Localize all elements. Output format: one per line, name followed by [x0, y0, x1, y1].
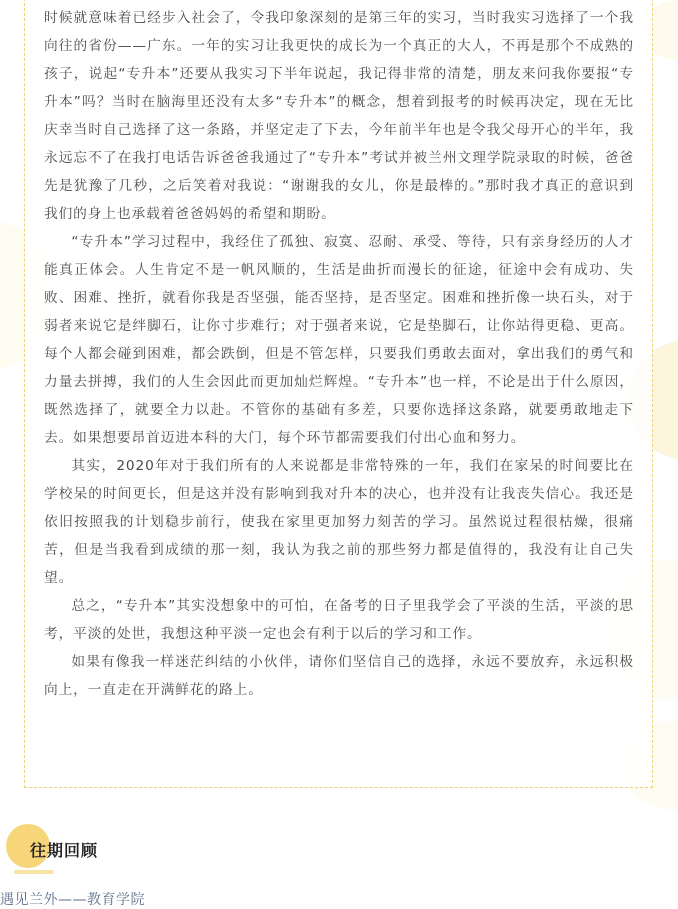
- article-paragraph: “专升本”学习过程中，我经住了孤独、寂寞、忍耐、承受、等待，只有亲身经历的人才能真正体会。人生肯定不是一帆风顺的，生活是曲折而漫长的征途，征途中会有成功、失败、困难、挫折，就看你我是否坚强，能否坚持，是否坚定。困难和挫折像一块石头，对于弱者来说它是绊脚石，让你寸步难行；对于强者来说，它是垫脚石，让你站得更稳、更高。每个人都会碰到困难，都会跌倒，但是不管怎样，只要我们勇敢去面对，拿出我们的勇气和力量去拼搏，我们的人生会因此而更加灿烂辉煌。“专升本”也一样，不论是出于什么原因，既然选择了，就要全力以赴。不管你的基础有多差，只要你选择这条路，就要勇敢地走下去。如果想要昂首迈进本科的大门，每个环节都需要我们付出心血和努力。: [44, 234, 634, 446]
- article-paragraph: 如果有像我一样迷茫纠结的小伙伴，请你们坚信自己的选择，永远不要放弃，永远积极向上，一直走在开满鲜花的路上。: [44, 654, 634, 698]
- past-review-section: [0, 820, 678, 909]
- article-paragraph: 其实，2020年对于我们所有的人来说都是非常特殊的一年，我们在家呆的时间要比在学校呆的时间更长，但是这并没有影响到我对升本的决心，也并没有让我丧失信心。我还是依旧按照我的计划稳步前行，使我在家里更加努力刻苦的学习。虽然说过程很枯燥，很痛苦，但是当我看到成绩的那一刻，我认为我之前的那些努力都是值得的，我没有让自己失望。: [44, 458, 634, 586]
- article-paragraph: 总之，“专升本”其实没想象中的可怕，在备考的日子里我学会了平淡的生活，平淡的思考，平淡的处世，我想这种平淡一定也会有利于以后的学习和工作。: [44, 598, 634, 642]
- heading-underline-decoration: [14, 870, 54, 874]
- article-paragraph: 时候就意味着已经步入社会了，令我印象深刻的是第三年的实习，当时我实习选择了一个我向往的省份——广东。一年的实习让我更快的成长为一个真正的大人，不再是那个不成熟的孩子，说起“专升本”还要从我实习下半年说起，我记得非常的清楚，朋友来问我你要报“专升本”吗？当时在脑海里还没有太多“专升本”的概念，想着到报考的时候再决定，现在无比庆幸当时自己选择了这一条路，并坚定走了下去，今年前半年也是令我父母开心的半年，我永远忘不了在我打电话告诉爸爸我通过了“专升本”考试并被兰州文理学院录取的时候，爸爸先是犹豫了几秒，之后笑着对我说：“谢谢我的女儿，你是最棒的。”那时我才真正的意识到我们的身上也承载着爸爸妈妈的希望和期盼。: [44, 10, 634, 222]
- article-body: [44, 4, 634, 704]
- past-article-link[interactable]: 遇见兰外——教育学院: [0, 892, 145, 908]
- past-review-heading: 往期回顾: [30, 841, 99, 860]
